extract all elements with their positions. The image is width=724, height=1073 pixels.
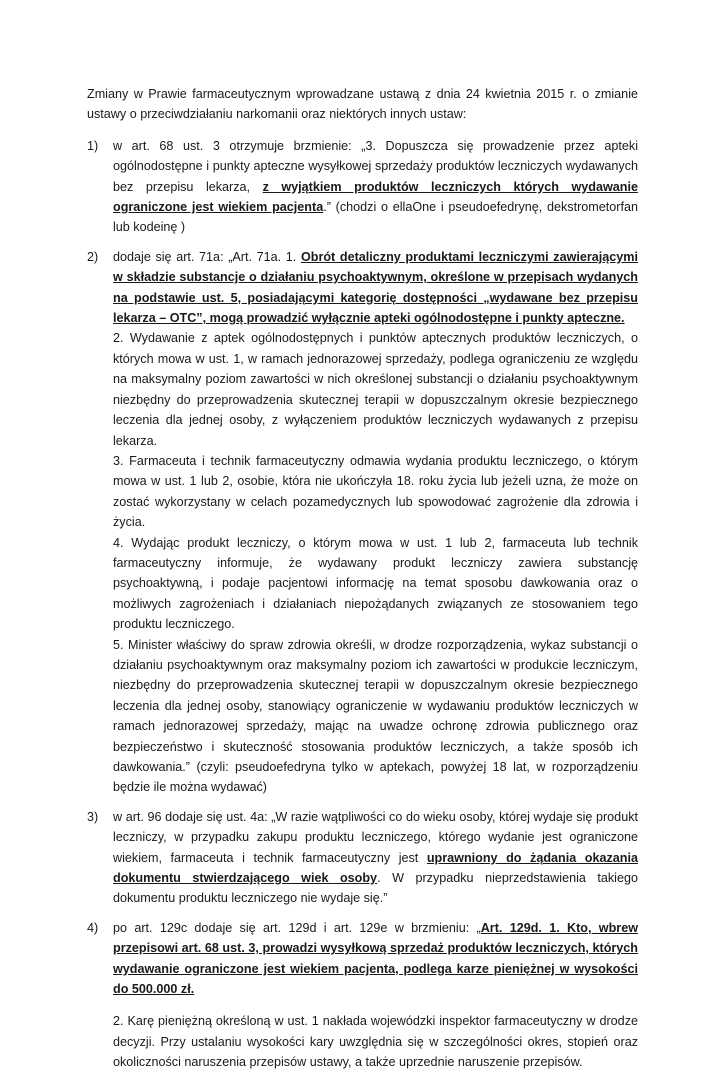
item-number: 1) <box>87 138 99 153</box>
item-2-text <box>113 247 638 329</box>
item-2-paragraph-3: 3. Farmaceuta i technik farmaceutyczny odmawia wydania produktu leczniczego, o którym mowa w ust. 1 lub 2, osobie, która nie ukończyła 18. roku życia lub jeżeli uzna, że może on zostać wykorzystany w celach pozamedycznych lub spowodować zagrożenie dla zdrowia i życia. <box>113 453 638 530</box>
item-1-lead: w art. 68 ust. 3 otrzymuje brzmienie: „3. Dopuszcza się prowadzenie przez apteki ogólnodostępne i punkty apteczne wysyłkowej sprzedaży produktów leczniczych wydawanych bez przepisu lekarza, <box>113 138 638 194</box>
item-2-paragraph-5: 5. Minister właściwy do spraw zdrowia określi, w drodze rozporządzenia, wykaz substancji o działaniu psychoaktywnym oraz maksymalny poziom ich zawartości w produkcie leczniczym, niezbędny do przeprowadzenia skutecznej terapii w dopuszczalnym okresie bezpiecznego leczenia dla jednej osoby, stanowiący ograniczenie w wydawaniu produktów leczniczych w ramach jednorazowej sprzedaży, mając na uwadze ochronę zdrowia publicznego oraz bezpieczeństwo i skuteczność stosowania produktów leczniczych, a także sposób ich dawkowania.” (czyli: pseudoefedryna tylko w aptekach, powyżej 18 lat, w rozporządzeniu będzie ile można wydawać) <box>113 637 638 795</box>
intro-paragraph: Zmiany w Prawie farmaceutycznym wprowadzane ustawą z dnia 24 kwietnia 2015 r. o zmianie ustawy o przeciwdziałaniu narkomanii oraz niektórych innych ustaw: <box>87 87 638 122</box>
document-page <box>87 84 638 1073</box>
item-1-tail: .” (chodzi o ellaOne i pseudoefedrynę, dekstrometorfan lub kodeinę ) <box>113 200 638 235</box>
item-4-text <box>113 918 638 1000</box>
item-4-paragraph-2: 2. Karę pieniężną określoną w ust. 1 nakłada wojewódzki inspektor farmaceutyczny w drodze decyzji. Przy ustalaniu wysokości kary uwzględnia się w szczególności okres, stopień oraz okoliczności naruszenia przepisów ustawy, a także uprzednie naruszenie przepisów. <box>113 1014 638 1070</box>
item-number: 3) <box>87 809 99 824</box>
item-3-text <box>113 807 638 909</box>
item-2-paragraph-4: 4. Wydając produkt leczniczy, o którym mowa w ust. 1 lub 2, farmaceuta lub technik farmaceutyczny informuje, że wydawany produkt leczniczy zawiera substancję psychoaktywną, i podaje pacjentowi informację na temat sposobu dawkowania oraz o możliwych zagrożeniach i działaniach niepożądanych związanych ze stosowaniem tego produktu leczniczego. <box>113 535 638 632</box>
item-1-emphasis: z wyjątkiem produktów leczniczych których wydawanie ograniczone jest wiekiem pacjenta <box>113 179 638 215</box>
item-1-text <box>113 136 638 238</box>
item-4-lead: po art. 129c dodaje się art. 129d i art. 129e w brzmieniu: „ <box>113 920 481 935</box>
item-number: 4) <box>87 920 99 935</box>
list-item-4 <box>87 918 638 1073</box>
item-3-tail: . W przypadku nieprzedstawienia takiego dokumentu produktu leczniczego nie wydaje się.” <box>113 871 638 906</box>
item-number: 2) <box>87 249 99 264</box>
item-2-paragraph-2: 2. Wydawanie z aptek ogólnodostępnych i punktów aptecznych produktów leczniczych, o których mowa w ust. 1, w ramach jednorazowej sprzedaży, podlega ograniczeniu ze względu na maksymalny poziom zawartości w nich określonej substancji o działaniu psychoaktywnym niezbędny do przeprowadzenia skutecznej terapii w dopuszczalnym okresie bezpiecznego leczenia dla jednej osoby, z wyłączeniem produktów leczniczych wydawanych z przepisu lekarza. <box>113 331 638 448</box>
item-2-emphasis: Obrót detaliczny produktami leczniczymi zawierającymi w składzie substancje o działaniu psychoaktywnym, określone w przepisach wydanych na podstawie ust. 5, posiadającymi kategorię dostępności „wydawane bez przepisu lekarza – OTC”, mogą prowadzić wyłącznie apteki ogólnodostępne i punkty apteczne. <box>113 249 638 326</box>
list-item-3 <box>87 807 638 909</box>
item-3-emphasis: uprawniony do żądania okazania dokumentu stwierdzającego wiek osoby <box>113 850 638 886</box>
item-3-lead: w art. 96 dodaje się ust. 4a: „W razie wątpliwości co do wieku osoby, której wydaje się produkt leczniczy, w przypadku zakupu produktu leczniczego, którego wydanie jest ograniczone wiekiem, farmaceuta i technik farmaceutyczny jest <box>113 809 638 865</box>
item-2-lead: dodaje się art. 71a: „Art. 71a. 1. <box>113 249 301 264</box>
list-item-1 <box>87 136 638 238</box>
list-item-2 <box>87 247 638 798</box>
item-4-emphasis: Art. 129d. 1. Kto, wbrew przepisowi art. 68 ust. 3, prowadzi wysyłkową sprzedaż produktów leczniczych, których wydawanie ograniczone jest wiekiem pacjenta, podlega karze pieniężnej w wysokości do 500.000 zł. <box>113 920 638 997</box>
